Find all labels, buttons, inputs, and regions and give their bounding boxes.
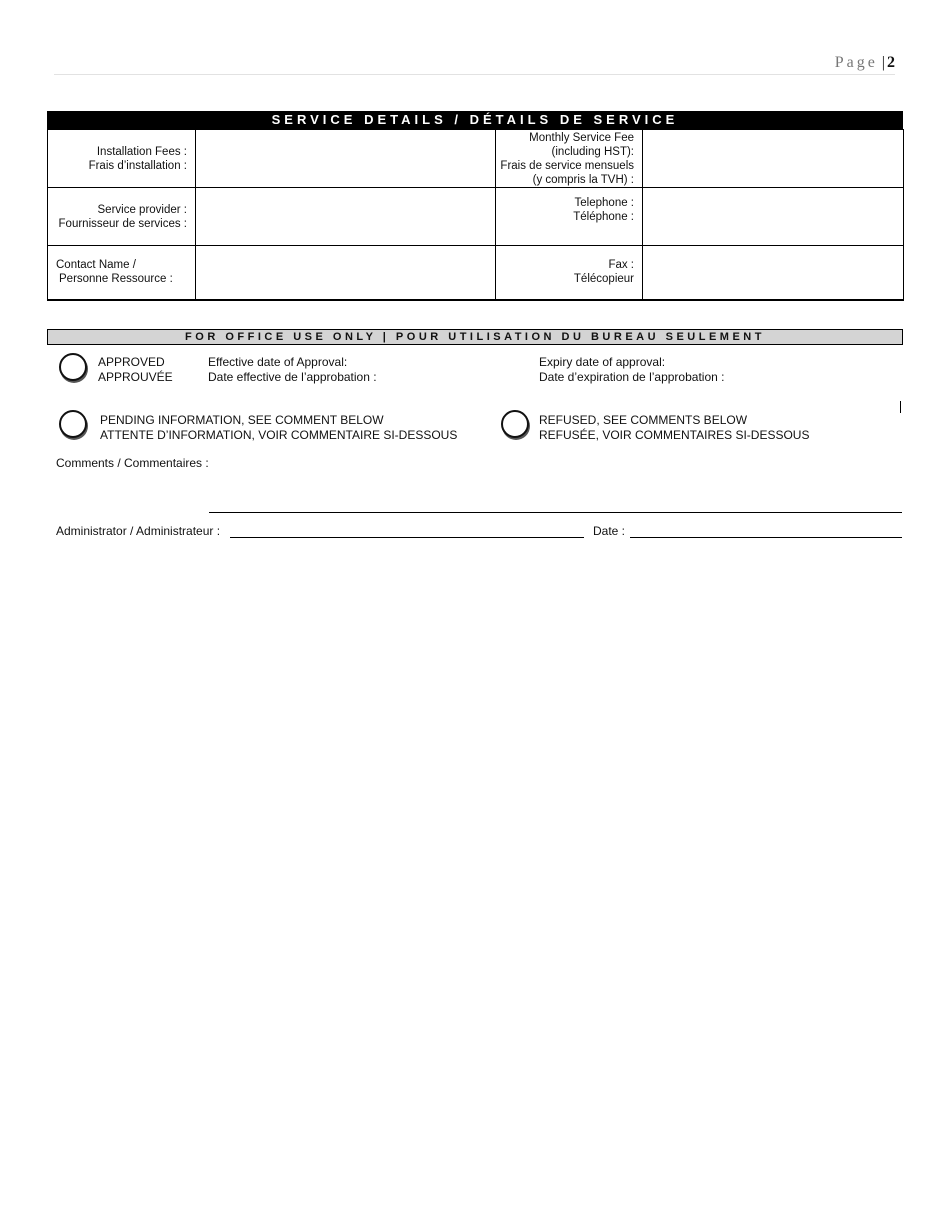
monthly-fee-field[interactable] [643, 130, 904, 188]
text-cursor [900, 401, 901, 413]
comments-label: Comments / Commentaires : [56, 456, 209, 470]
approved-label: APPROVED APPROUVÉE [98, 355, 173, 384]
contact-name-label: Contact Name / Personne Ressource : [48, 246, 196, 300]
administrator-field-line[interactable] [230, 537, 584, 538]
telephone-field[interactable] [643, 188, 904, 246]
page-number-header [835, 54, 895, 72]
expiry-date-label: Expiry date of approval: Date d’expiration de l’approbation : [539, 355, 725, 384]
service-provider-label: Service provider : Fournisseur de services : [48, 188, 196, 246]
service-provider-field[interactable] [196, 188, 496, 246]
approved-radio[interactable] [59, 353, 87, 381]
fax-field[interactable] [643, 246, 904, 300]
table-row [48, 130, 904, 188]
pending-radio[interactable] [59, 410, 87, 438]
date-label: Date : [593, 524, 626, 538]
service-details-title: SERVICE DETAILS / DÉTAILS DE SERVICE [47, 111, 903, 129]
comments-field-line[interactable] [209, 512, 902, 513]
header-rule [54, 74, 895, 75]
date-field-line[interactable] [630, 537, 902, 538]
telephone-label: Telephone : Téléphone : [496, 188, 643, 246]
table-row [48, 246, 904, 300]
service-details-table [47, 129, 904, 301]
administrator-label: Administrator / Administrateur : [56, 524, 221, 538]
page-word: Page [834, 54, 878, 71]
refused-radio[interactable] [501, 410, 529, 438]
office-use-title: FOR OFFICE USE ONLY | POUR UTILISATION DU BUREAU SEULEMENT [47, 329, 903, 345]
page-separator: | [881, 54, 885, 71]
installation-fees-field[interactable] [196, 130, 496, 188]
page-number: 2 [887, 54, 895, 71]
monthly-fee-label: Monthly Service Fee (including HST): Frais de service mensuels (y compris la TVH) : [496, 130, 643, 188]
table-row [48, 188, 904, 246]
installation-fees-label: Installation Fees : Frais d’installation : [48, 130, 196, 188]
refused-label: REFUSED, SEE COMMENTS BELOW REFUSÉE, VOIR COMMENTAIRES SI-DESSOUS [539, 413, 810, 442]
effective-date-label: Effective date of Approval: Date effective de l’approbation : [208, 355, 377, 384]
fax-label: Fax : Télécopieur [496, 246, 643, 300]
contact-name-field[interactable] [196, 246, 496, 300]
pending-label: PENDING INFORMATION, SEE COMMENT BELOW ATTENTE D’INFORMATION, VOIR COMMENTAIRE SI-DESSOUS [100, 413, 458, 442]
